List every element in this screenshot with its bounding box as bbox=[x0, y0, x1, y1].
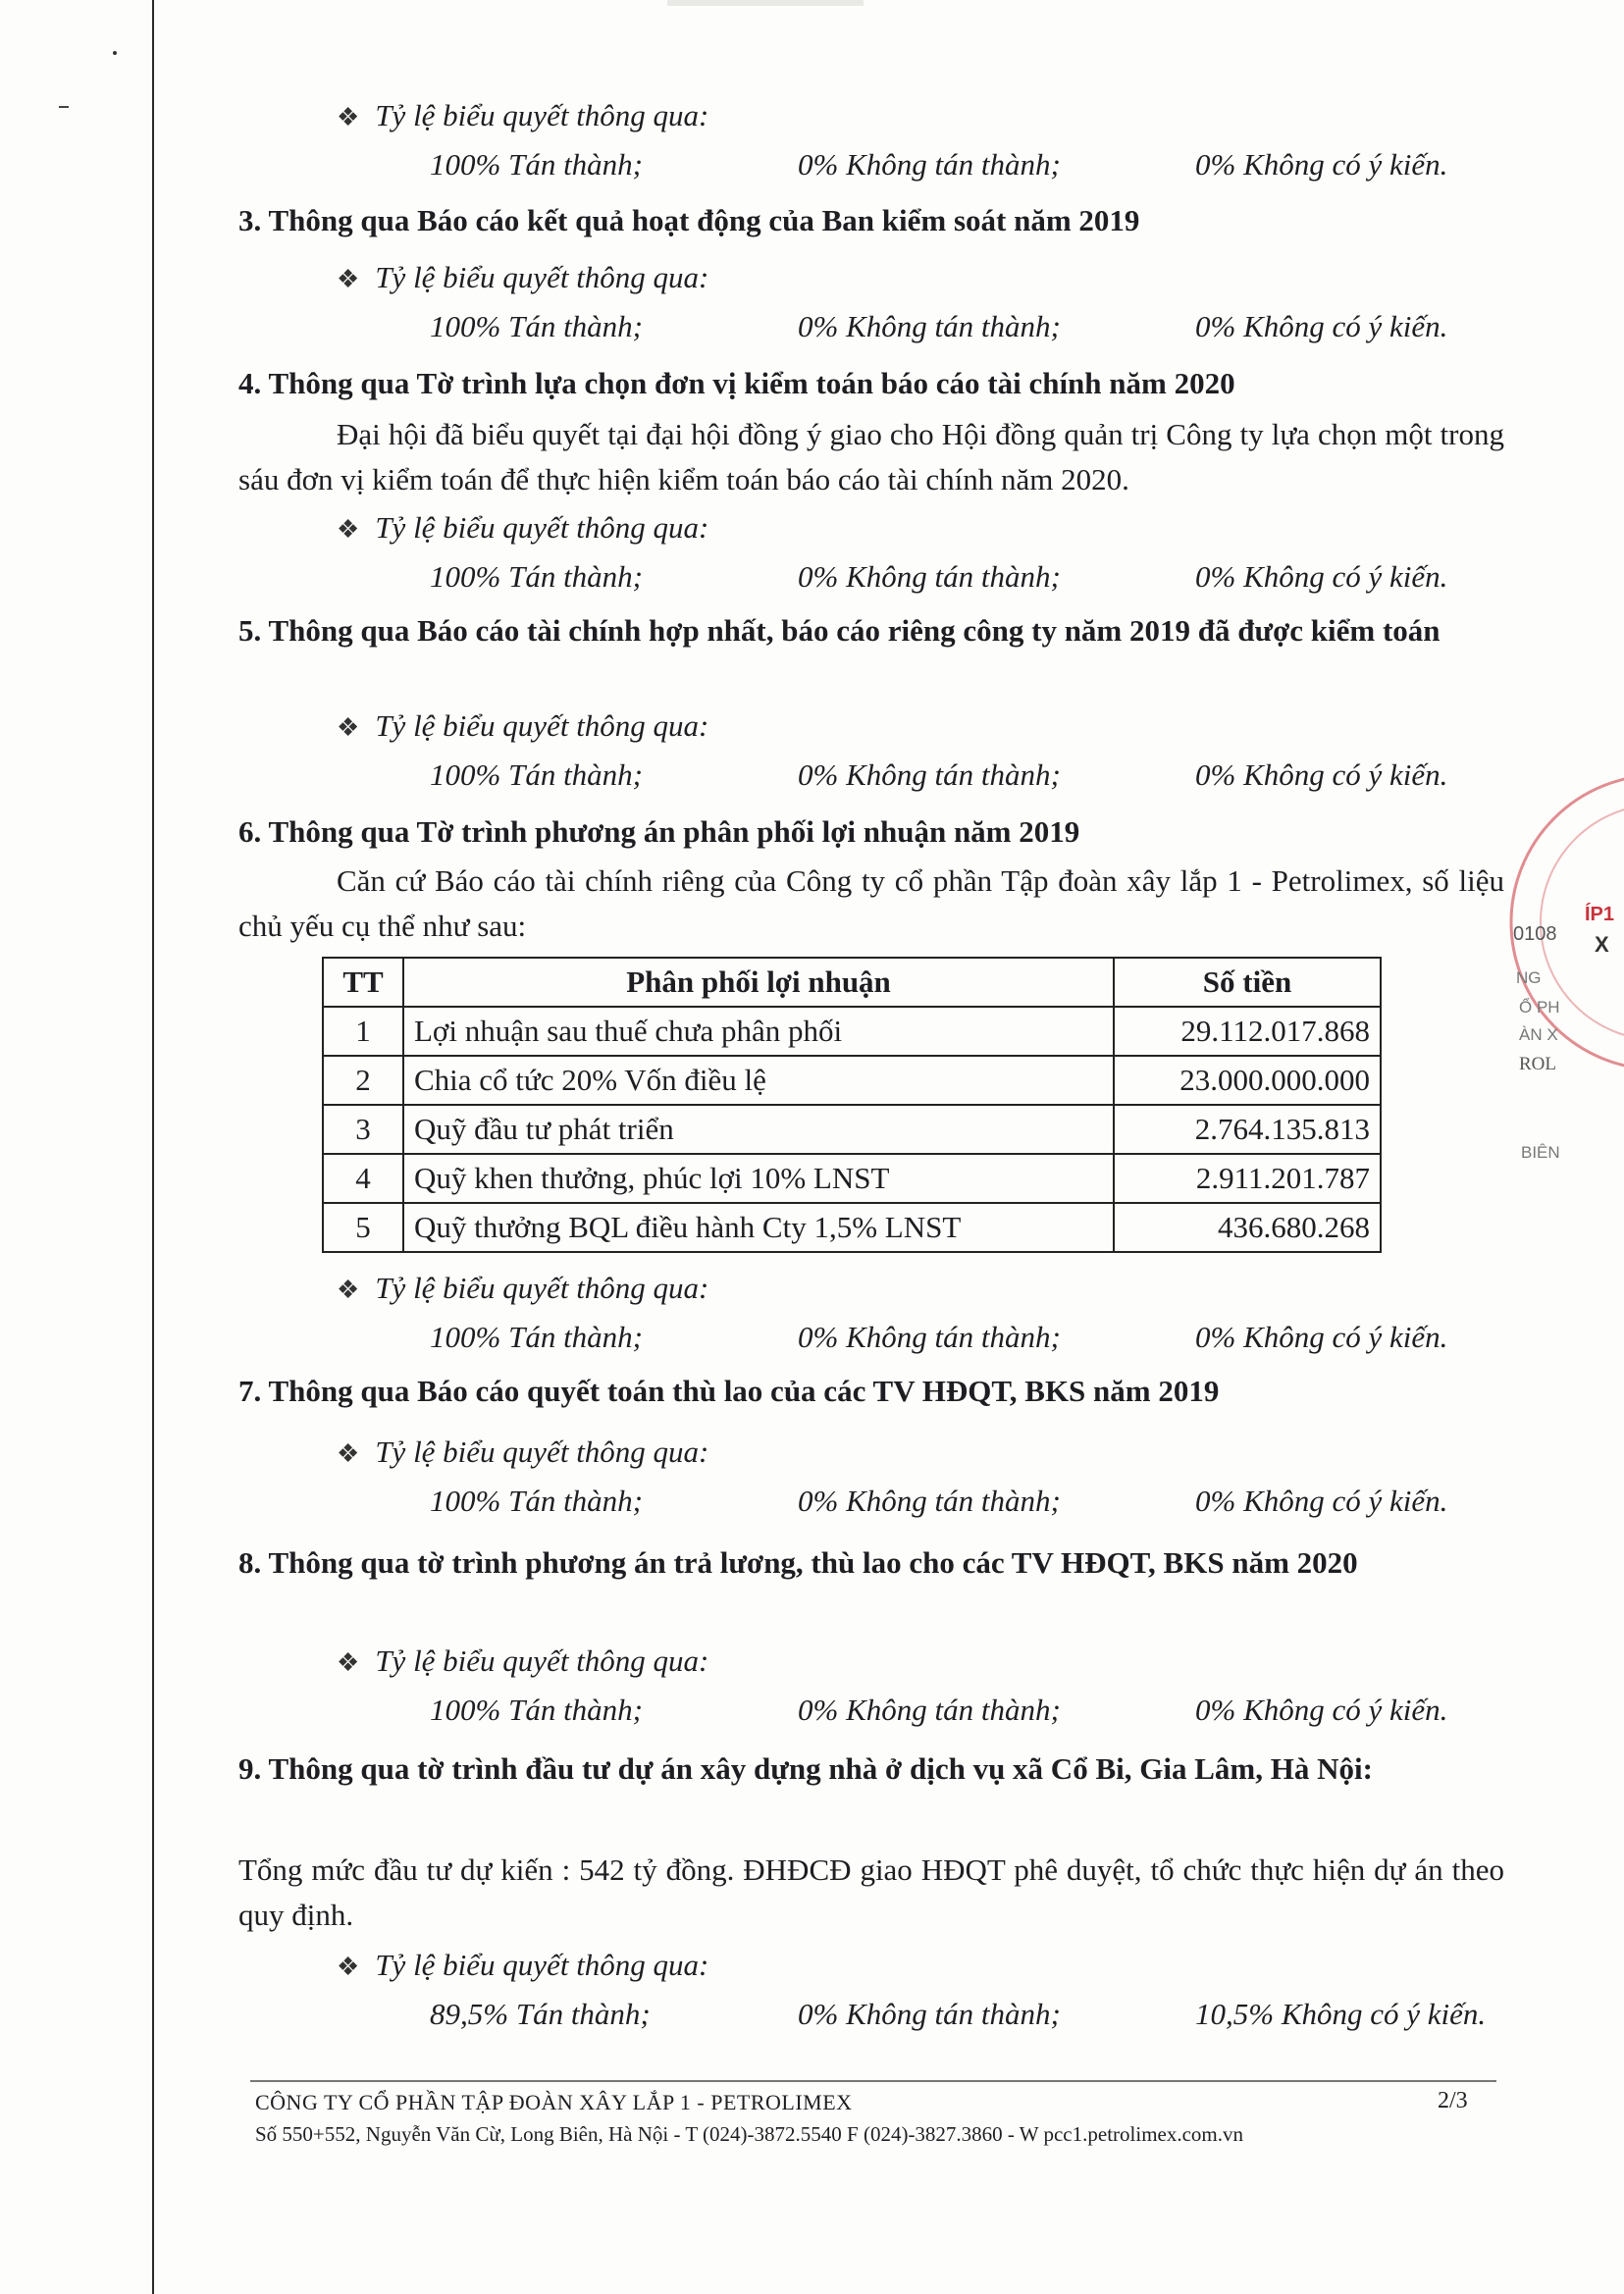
vote-results bbox=[430, 309, 1490, 348]
section-paragraph-6: Căn cứ Báo cáo tài chính riêng của Công ty cổ phần Tập đoàn xây lắp 1 - Petrolimex, số liệu chủ yếu cụ thể như sau: bbox=[238, 863, 1504, 943]
scan-dot bbox=[113, 51, 117, 55]
vote-label: ❖ Tỷ lệ biểu quyết thông qua: bbox=[337, 708, 709, 743]
company-seal-stamp bbox=[1501, 775, 1624, 1187]
page-number: 2/3 bbox=[1438, 2088, 1468, 2113]
vote-reject: 0% Không tán thành; bbox=[798, 147, 1061, 182]
vote-results bbox=[430, 1693, 1490, 1732]
diamond-bullet-icon: ❖ bbox=[337, 103, 360, 131]
row-amount: 2.911.201.787 bbox=[1114, 1154, 1381, 1203]
svg-text:X: X bbox=[1595, 932, 1609, 957]
vote-approve: 100% Tán thành; bbox=[430, 309, 643, 343]
svg-text:ROL: ROL bbox=[1519, 1054, 1556, 1074]
vote-abstain: 0% Không có ý kiến. bbox=[1195, 757, 1448, 792]
section-heading-9: 9. Thông qua tờ trình đầu tư dự án xây dựng nhà ở dịch vụ xã Cổ Bi, Gia Lâm, Hà Nội: bbox=[238, 1751, 1373, 1786]
svg-text:BIÊN: BIÊN bbox=[1521, 1143, 1560, 1162]
vote-reject: 0% Không tán thành; bbox=[798, 309, 1061, 343]
table-row bbox=[323, 1105, 1381, 1154]
vote-approve: 89,5% Tán thành; bbox=[430, 1997, 651, 2031]
row-number: 1 bbox=[323, 1007, 403, 1056]
row-item: Lợi nhuận sau thuế chưa phân phối bbox=[403, 1007, 1114, 1056]
row-item: Quỹ thưởng BQL điều hành Cty 1,5% LNST bbox=[403, 1203, 1114, 1252]
vote-abstain: 0% Không có ý kiến. bbox=[1195, 1484, 1448, 1518]
table-row bbox=[323, 1056, 1381, 1105]
column-header-amount: Số tiền bbox=[1114, 958, 1381, 1007]
vote-abstain: 0% Không có ý kiến. bbox=[1195, 1693, 1448, 1727]
section-heading-7: 7. Thông qua Báo cáo quyết toán thù lao của các TV HĐQT, BKS năm 2019 bbox=[238, 1374, 1220, 1408]
vote-approve: 100% Tán thành; bbox=[430, 559, 643, 594]
vote-results bbox=[430, 147, 1490, 186]
vote-approve: 100% Tán thành; bbox=[430, 1484, 643, 1518]
binding-margin-line bbox=[152, 0, 154, 2294]
svg-text:Ổ PH: Ổ PH bbox=[1519, 998, 1560, 1017]
profit-distribution-table bbox=[322, 957, 1382, 1253]
section-paragraph-4: Đại hội đã biểu quyết tại đại hội đồng ý giao cho Hội đồng quản trị Công ty lựa chọn một trong sáu đơn vị kiểm toán để thực hiện kiểm toán báo cáo tài chính năm 2020. bbox=[238, 417, 1504, 496]
row-number: 3 bbox=[323, 1105, 403, 1154]
diamond-bullet-icon: ❖ bbox=[337, 265, 360, 293]
vote-reject: 0% Không tán thành; bbox=[798, 1484, 1061, 1518]
diamond-bullet-icon: ❖ bbox=[337, 1276, 360, 1304]
vote-approve: 100% Tán thành; bbox=[430, 1320, 643, 1354]
table-row bbox=[323, 1154, 1381, 1203]
footer-company-name: CÔNG TY CỔ PHẦN TẬP ĐOÀN XÂY LẮP 1 - PETROLIMEX bbox=[255, 2090, 853, 2114]
table-row bbox=[323, 1007, 1381, 1056]
vote-reject: 0% Không tán thành; bbox=[798, 1693, 1061, 1727]
vote-label: ❖ Tỷ lệ biểu quyết thông qua: bbox=[337, 98, 709, 132]
section-heading-3: 3. Thông qua Báo cáo kết quả hoạt động của Ban kiểm soát năm 2019 bbox=[238, 203, 1140, 237]
diamond-bullet-icon: ❖ bbox=[337, 1648, 360, 1677]
vote-approve: 100% Tán thành; bbox=[430, 147, 643, 182]
row-number: 2 bbox=[323, 1056, 403, 1105]
vote-label: ❖ Tỷ lệ biểu quyết thông qua: bbox=[337, 510, 709, 545]
footer-address: Số 550+552, Nguyễn Văn Cừ, Long Biên, Hà Nội - T (024)-3872.5540 F (024)-3827.3860 - W pcc1.petrolimex.com.vn bbox=[255, 2122, 1244, 2146]
section-paragraph-9: Tổng mức đầu tư dự kiến : 542 tỷ đồng. ĐHĐCĐ giao HĐQT phê duyệt, tổ chức thực hiện dự án theo quy định. bbox=[238, 1852, 1504, 1932]
row-amount: 436.680.268 bbox=[1114, 1203, 1381, 1252]
section-heading-5: 5. Thông qua Báo cáo tài chính hợp nhất, báo cáo riêng công ty năm 2019 đã được kiểm toán bbox=[238, 613, 1441, 648]
row-amount: 23.000.000.000 bbox=[1114, 1056, 1381, 1105]
section-heading-4: 4. Thông qua Tờ trình lựa chọn đơn vị kiểm toán báo cáo tài chính năm 2020 bbox=[238, 366, 1235, 400]
diamond-bullet-icon: ❖ bbox=[337, 1953, 360, 1981]
row-number: 4 bbox=[323, 1154, 403, 1203]
row-item: Quỹ đầu tư phát triển bbox=[403, 1105, 1114, 1154]
vote-results bbox=[430, 757, 1490, 797]
section-heading-6: 6. Thông qua Tờ trình phương án phân phối lợi nhuận năm 2019 bbox=[238, 814, 1080, 849]
vote-reject: 0% Không tán thành; bbox=[798, 1320, 1061, 1354]
vote-results bbox=[430, 559, 1490, 599]
row-number: 5 bbox=[323, 1203, 403, 1252]
vote-results bbox=[430, 1997, 1490, 2036]
footer-divider bbox=[250, 2080, 1496, 2082]
svg-text:ÀN X: ÀN X bbox=[1519, 1025, 1558, 1044]
row-item: Quỹ khen thưởng, phúc lợi 10% LNST bbox=[403, 1154, 1114, 1203]
vote-label: ❖ Tỷ lệ biểu quyết thông qua: bbox=[337, 1434, 709, 1469]
diamond-bullet-icon: ❖ bbox=[337, 713, 360, 742]
vote-approve: 100% Tán thành; bbox=[430, 1693, 643, 1727]
row-item: Chia cổ tức 20% Vốn điều lệ bbox=[403, 1056, 1114, 1105]
row-amount: 29.112.017.868 bbox=[1114, 1007, 1381, 1056]
vote-abstain: 10,5% Không có ý kiến. bbox=[1195, 1997, 1487, 2031]
vote-approve: 100% Tán thành; bbox=[430, 757, 643, 792]
svg-text:NG: NG bbox=[1516, 968, 1542, 987]
vote-abstain: 0% Không có ý kiến. bbox=[1195, 1320, 1448, 1354]
scan-smudge bbox=[667, 0, 864, 6]
column-header-distribution: Phân phối lợi nhuận bbox=[403, 958, 1114, 1007]
vote-reject: 0% Không tán thành; bbox=[798, 1997, 1061, 2031]
table-header-row bbox=[323, 958, 1381, 1007]
column-header-tt: TT bbox=[323, 958, 403, 1007]
vote-label: ❖ Tỷ lệ biểu quyết thông qua: bbox=[337, 260, 709, 294]
vote-abstain: 0% Không có ý kiến. bbox=[1195, 147, 1448, 182]
section-heading-8: 8. Thông qua tờ trình phương án trả lương, thù lao cho các TV HĐQT, BKS năm 2020 bbox=[238, 1545, 1358, 1580]
svg-text:ÍP1: ÍP1 bbox=[1585, 904, 1615, 925]
diamond-bullet-icon: ❖ bbox=[337, 1439, 360, 1468]
vote-abstain: 0% Không có ý kiến. bbox=[1195, 559, 1448, 594]
vote-results bbox=[430, 1484, 1490, 1523]
table-row bbox=[323, 1203, 1381, 1252]
diamond-bullet-icon: ❖ bbox=[337, 515, 360, 544]
vote-reject: 0% Không tán thành; bbox=[798, 559, 1061, 594]
seal-icon bbox=[1501, 775, 1624, 1187]
vote-label: ❖ Tỷ lệ biểu quyết thông qua: bbox=[337, 1948, 709, 1982]
vote-reject: 0% Không tán thành; bbox=[798, 757, 1061, 792]
row-amount: 2.764.135.813 bbox=[1114, 1105, 1381, 1154]
vote-results bbox=[430, 1320, 1490, 1359]
svg-text:0108: 0108 bbox=[1513, 923, 1557, 945]
scan-dash bbox=[59, 106, 69, 108]
vote-label: ❖ Tỷ lệ biểu quyết thông qua: bbox=[337, 1271, 709, 1305]
vote-label: ❖ Tỷ lệ biểu quyết thông qua: bbox=[337, 1643, 709, 1678]
vote-abstain: 0% Không có ý kiến. bbox=[1195, 309, 1448, 343]
